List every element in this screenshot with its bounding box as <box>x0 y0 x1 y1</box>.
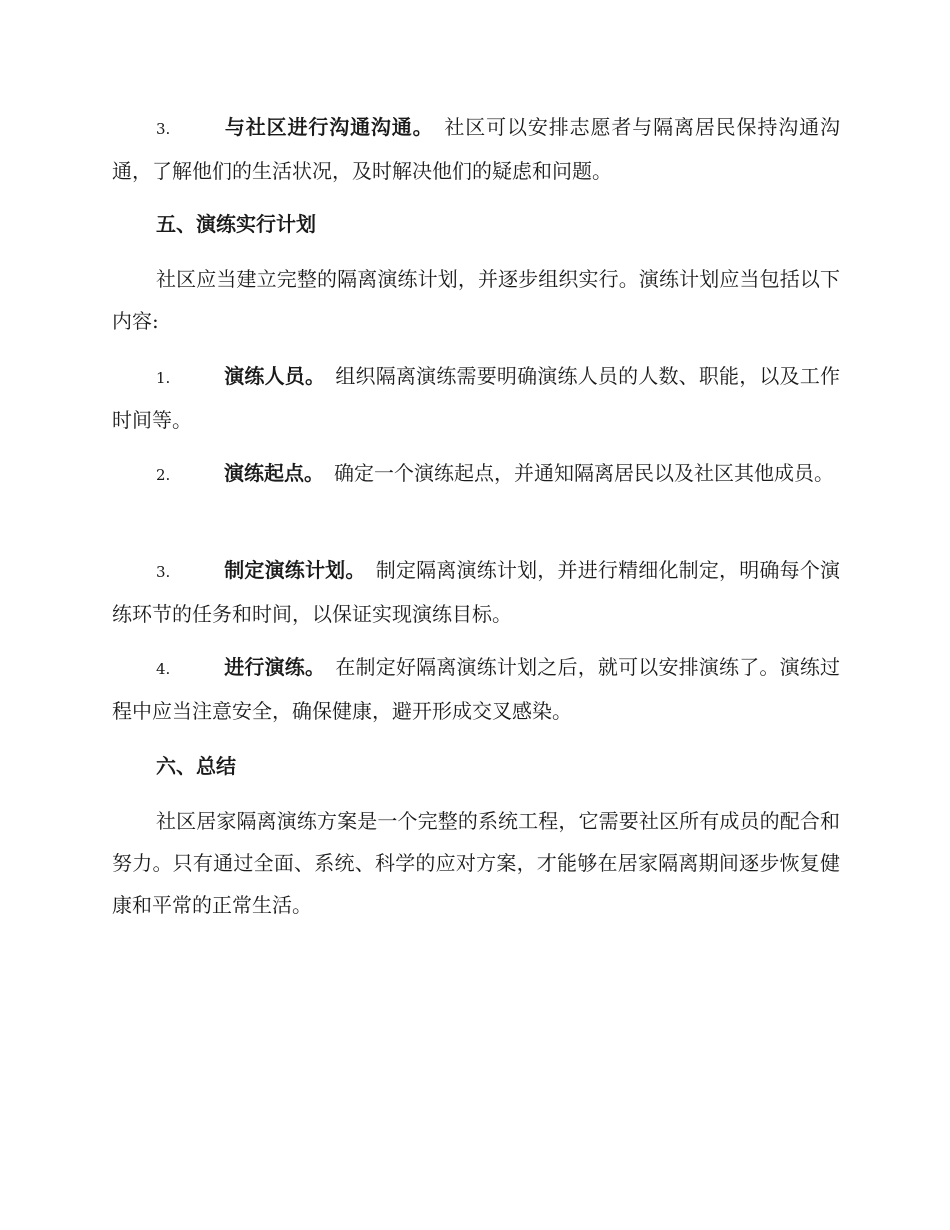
list-item-text: 在制定好隔离演练计划之后，就可以安排演练了。演练过程中应当注意安全，确保健康，避开形成交叉感染。 <box>112 655 841 723</box>
list-item <box>112 549 840 635</box>
list-item-lead: 演练起点。 <box>224 461 324 485</box>
section-heading: 六、总结 <box>156 754 236 778</box>
list-item-text: 社区可以安排志愿者与隔离居民保持沟通沟通，了解他们的生活状况，及时解决他们的疑虑和问题。 <box>112 115 841 183</box>
list-item <box>112 355 840 441</box>
paragraph: 社区居家隔离演练方案是一个完整的系统工程，它需要社区所有成员的配合和努力。只有通过全面、系统、科学的应对方案，才能够在居家隔离期间逐步恢复健康和平常的正常生活。 <box>112 809 840 917</box>
list-item-text: 确定一个演练起点，并通知隔离居民以及社区其他成员。 <box>334 461 834 485</box>
list-item <box>112 646 840 732</box>
list-item <box>112 452 840 496</box>
list-item <box>112 106 840 192</box>
list-item-lead: 演练人员。 <box>224 364 326 388</box>
list-number: 3. <box>156 563 171 581</box>
list-item-lead: 制定演练计划。 <box>224 558 366 582</box>
list-item-text: 组织隔离演练需要明确演练人员的人数、职能，以及工作时间等。 <box>112 364 841 432</box>
list-number: 1. <box>156 369 171 387</box>
list-number: 3. <box>156 120 171 138</box>
list-item-lead: 进行演练。 <box>224 655 326 679</box>
list-item-lead: 与社区进行沟通沟通。 <box>224 115 434 139</box>
paragraph: 社区应当建立完整的隔离演练计划，并逐步组织实行。演练计划应当包括以下内容: <box>112 267 840 333</box>
list-item-text: 制定隔离演练计划，并进行精细化制定，明确每个演练环节的任务和时间，以保证实现演练目标。 <box>112 558 841 626</box>
section-heading: 五、演练实行计划 <box>156 212 316 236</box>
list-number: 4. <box>156 660 171 678</box>
list-number: 2. <box>156 466 171 484</box>
